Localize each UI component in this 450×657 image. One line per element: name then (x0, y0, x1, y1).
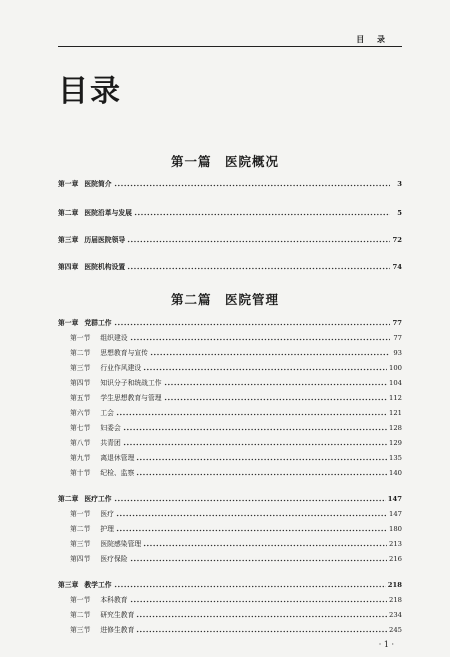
section-title: 思想教育与宣传 (100, 349, 148, 357)
section-number: 第十节 (70, 469, 91, 477)
chapter-number: 第三章 (58, 236, 79, 244)
chapter-title: 党群工作 (84, 319, 112, 327)
section-number: 第二节 (70, 611, 91, 619)
toc-entry (58, 577, 402, 589)
leader-dots (123, 438, 387, 446)
section-title: 医院感染管理 (100, 540, 142, 548)
page-number: 213 (389, 540, 402, 548)
section-number: 第四节 (70, 379, 91, 387)
toc-entry (58, 232, 402, 244)
page-number: 234 (389, 611, 402, 619)
section-number: 第三节 (70, 540, 91, 548)
page-number: 77 (393, 334, 402, 342)
chapter-number: 第一章 (58, 319, 79, 327)
chapter-title: 医院沿革与发展 (84, 209, 132, 217)
folio-page-number: · 1 · (378, 640, 394, 649)
section-title: 离退休管理 (100, 454, 135, 462)
section-number: 第九节 (70, 454, 91, 462)
toc-section (58, 521, 402, 533)
running-head: 目 录 (356, 34, 390, 44)
header-rule (58, 46, 402, 47)
leader-dots (136, 453, 387, 461)
section-title: 医疗 (100, 510, 114, 518)
page-number: 93 (393, 349, 402, 357)
page-number: 5 (397, 209, 402, 217)
leader-dots (116, 408, 387, 416)
section-title: 学生思想教育与管理 (100, 394, 162, 402)
section-title: 纪检、监察 (100, 469, 135, 477)
toc-section (58, 375, 402, 387)
toc-section (58, 551, 402, 563)
toc-section (58, 360, 402, 372)
page-number: 147 (389, 510, 402, 518)
section-title: 行业作风建设 (100, 364, 142, 372)
toc-section (58, 592, 402, 604)
chapter-number: 第二章 (58, 495, 79, 503)
leader-dots (130, 595, 387, 603)
chapter-title: 医院机构设置 (84, 263, 126, 271)
page-title: 目录 (58, 74, 122, 109)
leader-dots (114, 494, 386, 502)
leader-dots (114, 580, 386, 588)
leader-dots (130, 333, 390, 341)
toc-section (58, 405, 402, 417)
leader-dots (114, 318, 390, 326)
chapter-number: 第一章 (58, 180, 79, 188)
page-number: 104 (389, 379, 402, 387)
section-title: 研究生教育 (100, 611, 135, 619)
leader-dots (143, 539, 387, 547)
chapter-title: 教学工作 (84, 581, 112, 589)
section-title: 医疗保险 (100, 555, 128, 563)
page-number: 112 (389, 394, 402, 402)
section-title: 组织建设 (100, 334, 128, 342)
toc-entry (58, 176, 402, 188)
section-title: 进修生教育 (100, 626, 135, 634)
page-number: 216 (389, 555, 402, 563)
leader-dots (143, 363, 387, 371)
leader-dots (130, 554, 387, 562)
section-number: 第三节 (70, 626, 91, 634)
section-number: 第二节 (70, 349, 91, 357)
part-title-1: 第一篇 医院概况 (170, 154, 279, 169)
page-number: 218 (389, 596, 402, 604)
toc-entry (58, 315, 402, 327)
page-number: 135 (389, 454, 402, 462)
section-title: 妇委会 (100, 424, 121, 432)
leader-dots (136, 468, 387, 476)
page-number: 74 (392, 263, 402, 271)
page-number: 100 (389, 364, 402, 372)
toc-section (58, 465, 402, 477)
toc-section (58, 450, 402, 462)
page-number: 128 (389, 424, 402, 432)
toc-section (58, 420, 402, 432)
chapter-number: 第三章 (58, 581, 79, 589)
toc-section (58, 435, 402, 447)
leader-dots (127, 262, 390, 270)
section-number: 第四节 (70, 555, 91, 563)
part-title-2: 第二篇 医院管理 (170, 292, 279, 307)
chapter-title: 历届医院领导 (84, 236, 126, 244)
chapter-title: 医疗工作 (84, 495, 112, 503)
leader-dots (127, 235, 390, 243)
leader-dots (123, 423, 387, 431)
chapter-number: 第二章 (58, 209, 79, 217)
toc-section (58, 536, 402, 548)
section-title: 本科教育 (100, 596, 128, 604)
leader-dots (164, 393, 387, 401)
leader-dots (150, 348, 390, 356)
page-number: 72 (392, 236, 402, 244)
toc-section (58, 345, 402, 357)
toc-entry (58, 259, 402, 271)
toc-section (58, 330, 402, 342)
page-number: 121 (389, 409, 402, 417)
page-number: 140 (389, 469, 402, 477)
section-number: 第一节 (70, 510, 91, 518)
page-number: 129 (389, 439, 402, 447)
page-number: 77 (392, 319, 402, 327)
leader-dots (164, 378, 387, 386)
section-title: 工会 (100, 409, 114, 417)
leader-dots (134, 208, 390, 216)
section-number: 第一节 (70, 334, 91, 342)
toc-entry (58, 205, 402, 217)
toc-section (58, 506, 402, 518)
toc-entry (58, 491, 402, 503)
page-number: 3 (397, 180, 402, 188)
leader-dots (116, 524, 387, 532)
section-number: 第一节 (70, 596, 91, 604)
toc-section (58, 607, 402, 619)
page-number: 180 (389, 525, 402, 533)
leader-dots (136, 625, 387, 633)
leader-dots (136, 610, 387, 618)
section-title: 护理 (100, 525, 114, 533)
section-number: 第五节 (70, 394, 91, 402)
section-number: 第八节 (70, 439, 91, 447)
section-title: 知识分子和统战工作 (100, 379, 162, 387)
chapter-number: 第四章 (58, 263, 79, 271)
page-number: 218 (387, 581, 402, 589)
leader-dots (114, 179, 390, 187)
chapter-title: 医院简介 (84, 180, 112, 188)
section-number: 第二节 (70, 525, 91, 533)
leader-dots (116, 509, 387, 517)
section-number: 第三节 (70, 364, 91, 372)
section-number: 第七节 (70, 424, 91, 432)
page-number: 147 (387, 495, 402, 503)
section-number: 第六节 (70, 409, 91, 417)
section-title: 共青团 (100, 439, 121, 447)
toc-section (58, 390, 402, 402)
page-number: 245 (389, 626, 402, 634)
toc-section (58, 622, 402, 634)
